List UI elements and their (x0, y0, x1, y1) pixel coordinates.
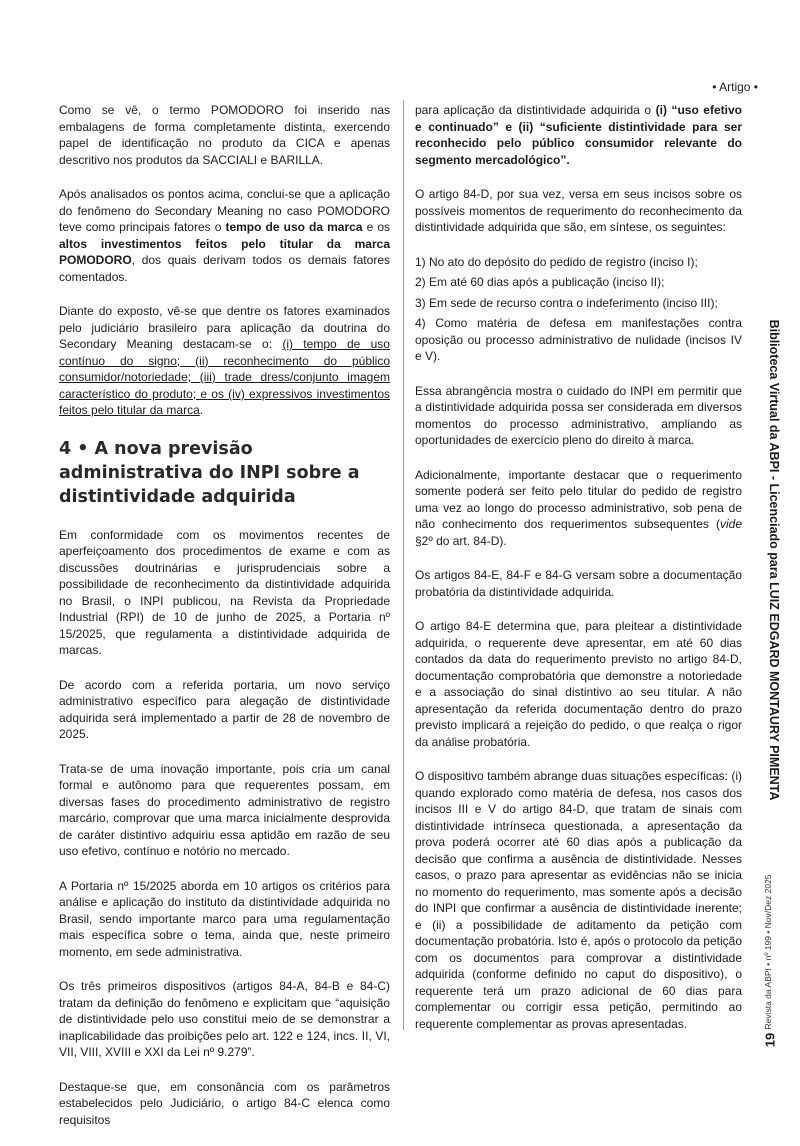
underlined-text: (i) tempo de uso contínuo do signo; (ii) reconhecimento do público consumidor/notoriedade; (iii) trade dress/conjunto imagem característico do produto; e os (iv) expressivos investimentos feitos pelo titular da marca (59, 337, 390, 417)
text-span: Diante do exposto, vê-se que dentre os fatores examinados pelo judiciário brasileiro para aplicação da doutrina do Secondary Meaning destacam-se o: (59, 304, 390, 351)
paragraph: Trata-se de uma inovação importante, pois cria um canal formal e autônomo para que requerentes possam, em diversas fases do procedimento administrativo de registro marcário, comprovar que uma marca inicialmente desprovida de caráter distintivo adquiriu essa aptidão em razão de seu uso efetivo, contínuo e notório no mercado. (59, 761, 390, 858)
text-span: §2º do art. 84-D). (415, 533, 507, 548)
paragraph: A Portaria nº 15/2025 aborda em 10 artigos os critérios para análise e aplicação do instituto da distintividade adquirida no Brasil, sendo importante marco para uma regulamentação mais específica sobre o tema, ainda que, neste primeiro momento, em sede administrativa. (59, 878, 390, 959)
text-span: para aplicação da distintividade adquirida o (415, 103, 656, 117)
section-tag: • Artigo • (712, 80, 758, 94)
list-item: 2) Em até 60 dias após a publicação (inciso II); (415, 275, 665, 289)
paragraph-requirements (415, 102, 742, 168)
journal-info: Revista da ABPI • nº 199 • Nov/Dez 2025 (763, 874, 773, 1030)
paragraph: O artigo 84-E determina que, para pleitear a distintividade adquirida, o requerente deve apresentar, em até 60 dias contados da data do requerimento previsto no artigo 84-D, documentação comprobatória que demonstre a notoriedade e a associação do sinal distintivo ao seu titular. A não apresentação da referida documentação dentro do prazo previsto implicará a rejeição do pedido, o que realça o rigor da análise probatória. (415, 619, 742, 749)
license-text: Biblioteca Virtual da ABPI - Licenciado para LUIZ EDGARD MONTAURY PIMENTA (767, 319, 781, 801)
list-item: 3) Em sede de recurso contra o indeferimento (inciso III); (415, 295, 718, 310)
italic-text: vide (719, 517, 742, 531)
bold-text: (i) “uso efetivo e continuado” e (ii) “suficiente distintividade para ser reconhecido pelo público consumidor relevante do segmento mercadológico”. (415, 103, 742, 167)
text-span: Adicionalmente, importante destacar que o requerimento somente poderá ser feito pelo titular do pedido de registro uma vez ao longo do processo administrativo, sob pena de não conhecimento dos requerimentos subsequentes ( (415, 467, 742, 531)
text-span: Após analisados os pontos acima, conclui-se que a aplicação do fenômeno do Secondary Meaning no caso POMODORO teve como principais fatores o (59, 187, 390, 234)
paragraph-vide (415, 467, 742, 550)
text-span: e os (362, 220, 391, 234)
paragraph: O artigo 84-D, por sua vez, versa em seus incisos sobre os possíveis momentos de requerimento do reconhecimento da distintividade adquirida que são, em síntese, os seguintes: (415, 187, 742, 234)
paragraph: Como se vê, o termo POMODORO foi inserido nas embalagens de forma completamente distinta, exercendo papel de identificação no produto da CICA e apenas descritivo nos produtos da SACCIALI e BARILLA. (59, 103, 390, 167)
paragraph: Essa abrangência mostra o cuidado do INPI em permitir que a distintividade adquirida possa ser considerada em diversos momentos do processo administrativo, ampliando as oportunidades de exercício pleno do direito à marca. (415, 383, 742, 447)
paragraph: Em conformidade com os movimentos recentes de aperfeiçoamento dos procedimentos de exame e com as discussões doutrinárias e jurisprudenciais sobre a possibilidade de reconhecimento da distintividade adquirida no Brasil, o INPI publicou, na Revista da Propriedade Industrial (RPI) de 10 de junho de 2025, a Portaria nº 15/2025, que regulamenta a distintividade adquirida de marcas. (59, 527, 390, 657)
list-item: 1) No ato do depósito do pedido de registro (inciso I); (415, 254, 698, 269)
column-divider (403, 100, 404, 1030)
paragraph: De acordo com a referida portaria, um novo serviço administrativo específico para alegação de distintividade adquirida será implementado a partir de 28 de novembro de 2025. (59, 677, 390, 741)
paragraph: Destaque-se que, em consonância com os parâmetros estabelecidos pelo Judiciário, o artigo 84-C elenca como requisitos (59, 1079, 390, 1127)
paragraph: O dispositivo também abrange duas situações específicas: (i) quando explorado como matéria de defesa, nos casos dos incisos III e V do artigo 84-D, que tratam de sinais com distintividade intrínseca questionada, a apresentação da prova poderá ocorrer até 60 dias após a publicação da decisão que confirma a ausência de distintividade. Nesses casos, o prazo para apresentar as evidências não se inicia no momento do requerimento, mas somente após a decisão do INPI que confirmar a ausência de distintividade inerente; e (ii) a possibilidade de aditamento da petição com documentação probatória. Isto é, após o protocolo da petição com os documentos para comprovar a distintividade adquirida (conforme definido no caput do dispositivo), o requerente terá um prazo adicional de 60 dias para complementar ou corrigir essa petição, permitindo ao requerente complementar as provas apresentadas. (415, 769, 742, 1031)
bold-text: tempo de uso da marca (225, 220, 363, 234)
paragraph-conclusion (59, 186, 390, 285)
bold-text: altos investimentos feitos pelo titular da marca POMODORO (59, 236, 390, 267)
text-span: . (199, 403, 204, 417)
list-item: 4) Como matéria de defesa em manifestações contra oposição ou processo administrativo de nulidade (incisos IV e V). (415, 316, 742, 363)
page-number-text: 19 (762, 1032, 778, 1048)
right-column (415, 102, 742, 1050)
text-span: , dos quais derivam todos os demais fatores comentados. (59, 253, 390, 284)
paragraph: Os três primeiros dispositivos (artigos 84-A, 84-B e 84-C) tratam da definição do fenômeno e explicitam que “aquisição de distintividade pelo uso constitui meio de se demonstrar a inaplicabilidade das proibições pelo art. 122 e 124, incs. II, VI, VII, VIII, XVIII e XXI da Lei nº 9.279”. (59, 979, 390, 1059)
paragraph: Os artigos 84-E, 84-F e 84-G versam sobre a documentação probatória da distintividade adquirida. (415, 568, 742, 599)
left-column (59, 102, 390, 1146)
paragraph-factors (59, 303, 390, 419)
section-heading: 4 • A nova previsão administrativa do INPI sobre a distintividade adquirida (59, 438, 360, 507)
